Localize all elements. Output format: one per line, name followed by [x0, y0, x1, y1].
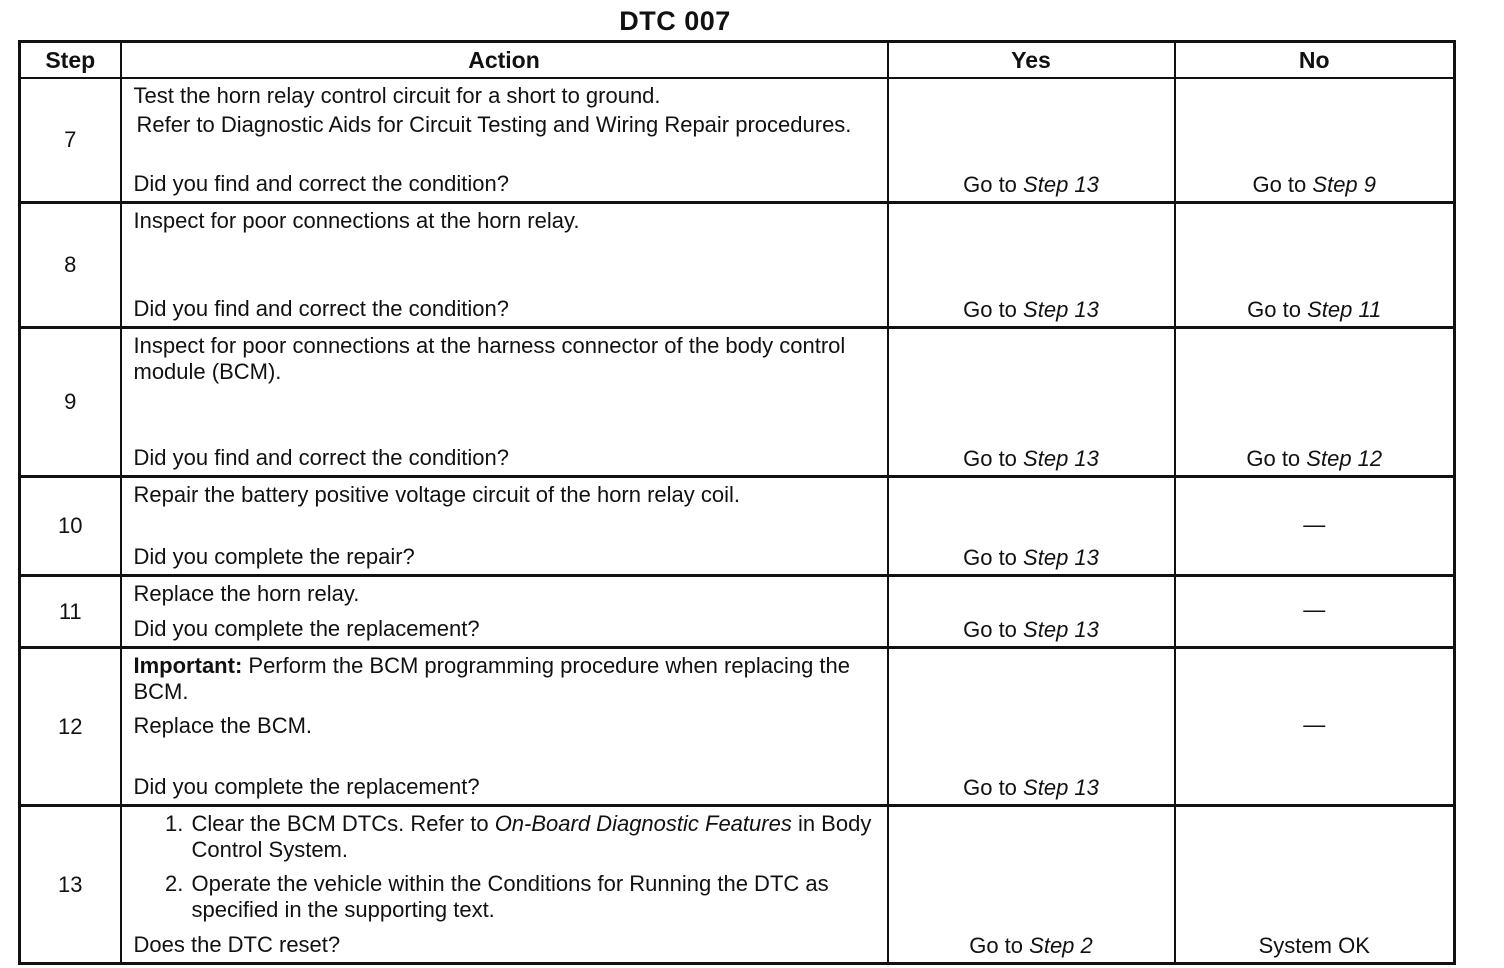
action-cell — [121, 648, 888, 806]
step-number: 9 — [20, 328, 121, 477]
table-row — [20, 648, 1455, 806]
action-text: Inspect for poor connections at the harness connector of the body control module (BCM). — [133, 333, 846, 384]
action-cell — [121, 78, 888, 203]
action-text: Replace the horn relay. — [133, 581, 360, 606]
step-number: 12 — [20, 648, 121, 806]
header-action: Action — [121, 42, 888, 79]
step-link[interactable]: Step 12 — [1306, 446, 1383, 471]
step-number: 11 — [20, 576, 121, 648]
list-item — [190, 811, 879, 863]
goto-text: Go to — [963, 172, 1017, 197]
list-text: Clear the BCM DTCs. Refer to — [191, 811, 495, 836]
action-text: Replace the BCM. — [133, 713, 313, 738]
no-cell — [1175, 78, 1455, 203]
important-note — [134, 653, 879, 705]
important-text: Perform the BCM programming procedure when replacing the BCM. — [133, 653, 851, 704]
goto-text: Go to — [963, 545, 1017, 570]
yes-cell — [888, 806, 1175, 964]
action-text: Refer to Diagnostic Aids for Circuit Testing and Wiring Repair procedures. — [136, 112, 852, 137]
goto-text: Go to — [963, 297, 1017, 322]
question-text: Does the DTC reset? — [133, 932, 341, 957]
goto-text: Go to — [1252, 172, 1307, 197]
yes-cell — [888, 477, 1175, 576]
no-cell — [1175, 477, 1455, 576]
table-row — [20, 477, 1455, 576]
yes-cell — [888, 203, 1175, 328]
no-cell — [1175, 203, 1455, 328]
question-text: Did you complete the replacement? — [133, 774, 480, 799]
step-link[interactable]: Step 11 — [1307, 297, 1382, 322]
list-text: in Body Control System. — [191, 811, 872, 862]
action-cell — [121, 576, 888, 648]
goto-text: Go to — [1247, 297, 1301, 322]
no-cell — [1175, 576, 1455, 648]
table-header-row — [20, 42, 1455, 79]
goto-text: Go to — [963, 775, 1017, 800]
diagnostic-table — [18, 40, 1456, 965]
header-yes: Yes — [888, 42, 1175, 79]
question-text: Did you complete the repair? — [133, 544, 415, 569]
table-row — [20, 806, 1455, 964]
step-link[interactable]: Step 13 — [1023, 172, 1099, 197]
action-cell — [121, 203, 888, 328]
step-link[interactable]: Step 13 — [1023, 617, 1099, 642]
dash-text: — — [1303, 511, 1326, 537]
table-row — [20, 328, 1455, 477]
page-title: DTC 007 — [619, 6, 731, 36]
yes-cell — [888, 576, 1175, 648]
goto-text: Go to — [963, 446, 1017, 471]
table-row — [20, 203, 1455, 328]
step-number: 10 — [20, 477, 121, 576]
header-step: Step — [20, 42, 121, 79]
goto-text: Go to — [1246, 446, 1301, 471]
action-cell — [121, 477, 888, 576]
step-number: 13 — [20, 806, 121, 964]
header-no: No — [1175, 42, 1455, 79]
step-number: 7 — [20, 78, 121, 203]
question-text: Did you find and correct the condition? — [133, 296, 509, 321]
action-cell — [121, 328, 888, 477]
step-link[interactable]: Step 13 — [1023, 545, 1099, 570]
important-label: Important: — [133, 653, 243, 678]
question-text: Did you find and correct the condition? — [133, 445, 509, 470]
no-cell — [1175, 648, 1455, 806]
action-cell — [121, 806, 888, 964]
dash-text: — — [1303, 597, 1326, 622]
question-text: Did you complete the replacement? — [133, 616, 480, 641]
step-link[interactable]: Step 13 — [1023, 775, 1099, 800]
list-text: Operate the vehicle within the Conditions for Running the DTC as specified in the supporting text. — [191, 871, 829, 922]
action-text: Repair the battery positive voltage circuit of the horn relay coil. — [133, 482, 741, 507]
step-link[interactable]: Step 13 — [1023, 446, 1099, 471]
goto-text: Go to — [963, 617, 1017, 642]
step-link[interactable]: Step 2 — [1029, 933, 1093, 958]
no-cell — [1175, 806, 1455, 964]
goto-text: Go to — [969, 933, 1024, 958]
yes-cell — [888, 78, 1175, 203]
step-link[interactable]: Step 13 — [1023, 297, 1099, 322]
list-item — [190, 871, 879, 923]
step-link[interactable]: Step 9 — [1312, 172, 1377, 197]
numbered-list — [134, 811, 879, 923]
result-text: System OK — [1258, 933, 1370, 958]
question-text: Did you find and correct the condition? — [133, 171, 509, 196]
dash-text: — — [1303, 712, 1326, 737]
step-number: 8 — [20, 203, 121, 328]
reference-text: On-Board Diagnostic Features — [494, 811, 792, 836]
table-row — [20, 78, 1455, 203]
table-row — [20, 576, 1455, 648]
yes-cell — [888, 648, 1175, 806]
action-text: Test the horn relay control circuit for a short to ground. — [133, 83, 661, 108]
no-cell — [1175, 328, 1455, 477]
yes-cell — [888, 328, 1175, 477]
action-text: Inspect for poor connections at the horn relay. — [133, 208, 580, 233]
